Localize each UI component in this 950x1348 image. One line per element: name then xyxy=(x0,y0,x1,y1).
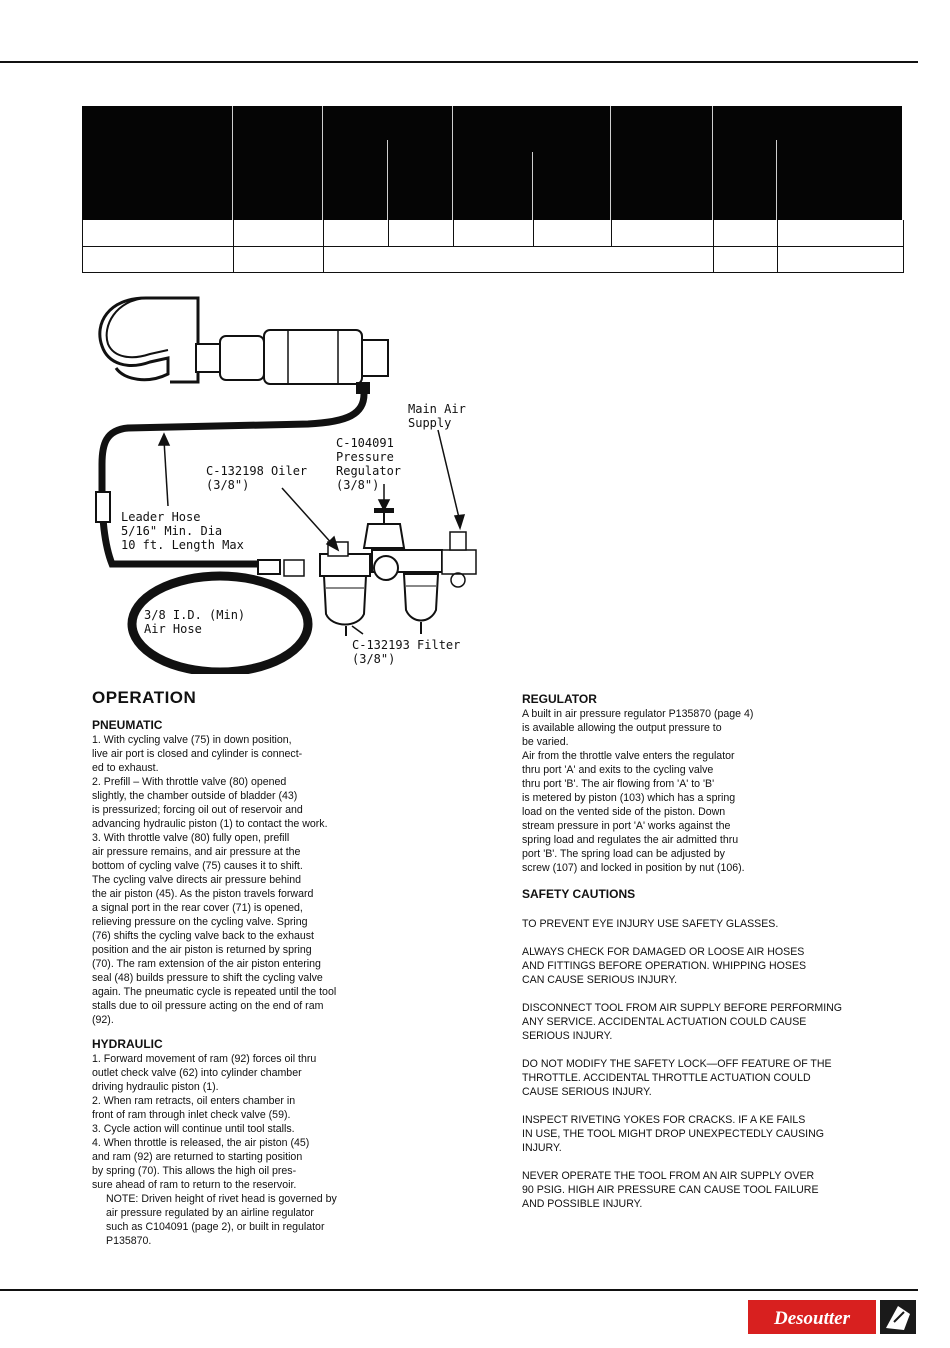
spec-table-header xyxy=(82,106,902,220)
spec-table-row-1 xyxy=(82,220,904,247)
text-line: position and the air piston is returned by spring xyxy=(92,944,312,956)
desoutter-logo xyxy=(748,1300,916,1334)
main-air-valve xyxy=(442,532,476,587)
pneumatic-title: PNEUMATIC xyxy=(92,718,163,732)
filter xyxy=(404,574,438,634)
text-line: such as C104091 (page 2), or built in regulator xyxy=(106,1221,325,1233)
text-line: screw (107) and locked in position by nut (106). xyxy=(522,862,745,874)
logo-wordmark: Desoutter xyxy=(774,1308,850,1329)
note-text xyxy=(92,1192,462,1248)
regulator-title: REGULATOR xyxy=(522,692,597,706)
pneumatic-text xyxy=(92,733,462,1027)
text-line: A built in air pressure regulator P135870 (page 4) xyxy=(522,708,754,720)
bottom-rule xyxy=(0,1289,918,1291)
text-line: air pressure remains, and air pressure at the xyxy=(92,846,301,858)
text-line: is available allowing the output pressure to xyxy=(522,722,722,734)
text-line: is metered by piston (103) which has a spring xyxy=(522,792,736,804)
label-air-hose: 3/8 I.D. (Min) Air Hose xyxy=(144,608,246,636)
text-line: 1. Forward movement of ram (92) forces oil thru xyxy=(92,1053,317,1065)
text-line: slightly, the chamber outside of bladder (43) xyxy=(92,790,298,802)
label-main-air-supply: Main Air Supply xyxy=(408,402,466,430)
safety-cautions xyxy=(522,917,912,1211)
text-line: 1. With cycling valve (75) in down position, xyxy=(92,734,292,746)
text-line: relieving pressure on the cycling valve. Spring xyxy=(92,916,308,928)
text-line: bottom of cycling valve (75) causes it to shift. xyxy=(92,860,303,872)
text-line: thru port 'B'. The air flowing from 'A' to 'B' xyxy=(522,778,715,790)
safety-title: SAFETY CAUTIONS xyxy=(522,887,636,901)
text-line: (70). The ram extension of the air piston entering xyxy=(92,958,321,970)
spec-table-row-2 xyxy=(82,247,904,273)
text-line: is pressurized; forcing oil out of reservoir and xyxy=(92,804,303,816)
text-line: port 'B'. The spring load can be adjusted by xyxy=(522,848,725,860)
safety-caution-item: INSPECT RIVETING YOKES FOR CRACKS. IF A KE FAILS IN USE, THE TOOL MIGHT DROP UNEXPECTEDLY CAUSING INJURY. xyxy=(522,1114,824,1154)
text-line: sure ahead of ram to return to the reservoir. xyxy=(92,1179,297,1191)
safety-caution-item: TO PREVENT EYE INJURY USE SAFETY GLASSES. xyxy=(522,918,779,930)
text-line: thru port 'A' and exits to the cycling valve xyxy=(522,764,714,776)
text-line: by spring (70). This allows the high oil pres- xyxy=(92,1165,297,1177)
text-line: advancing hydraulic piston (1) to contact the work. xyxy=(92,818,328,830)
text-line: live air port is closed and cylinder is connect- xyxy=(92,748,303,760)
operation-title: OPERATION xyxy=(92,688,197,707)
safety-caution-item: DISCONNECT TOOL FROM AIR SUPPLY BEFORE PERFORMING ANY SERVICE. ACCIDENTAL ACTUATION COULD CAUSE SERIOUS INJURY. xyxy=(522,1002,843,1042)
installation-diagram xyxy=(88,284,488,674)
text-line: P135870. xyxy=(106,1235,152,1247)
text-line: (76) shifts the cycling valve back to the exhaust xyxy=(92,930,314,942)
hydraulic-title: HYDRAULIC xyxy=(92,1037,163,1051)
label-pressure-regulator: C-104091 Pressure Regulator (3/8") xyxy=(336,436,402,492)
text-line: driving hydraulic piston (1). xyxy=(92,1081,219,1093)
text-line: (92). xyxy=(92,1014,114,1026)
text-line: 4. When throttle is released, the air piston (45) xyxy=(92,1137,310,1149)
text-line: front of ram through inlet check valve (59). xyxy=(92,1109,291,1121)
label-oiler: C-132198 Oiler (3/8") xyxy=(206,464,308,492)
spec-table xyxy=(82,106,902,273)
text-line: 2. When ram retracts, oil enters chamber in xyxy=(92,1095,296,1107)
text-line: 2. Prefill – With throttle valve (80) opened xyxy=(92,776,287,788)
text-line: Air from the throttle valve enters the regulator xyxy=(522,750,735,762)
regulator-section xyxy=(522,692,912,1225)
text-line: the air piston (45). As the piston travels forward xyxy=(92,888,314,900)
text-line: stream pressure in port 'A' works against the xyxy=(522,820,731,832)
text-line: 3. Cycle action will continue until tool stalls. xyxy=(92,1123,295,1135)
safety-caution-item: DO NOT MODIFY THE SAFETY LOCK—OFF FEATURE OF THE THROTTLE. ACCIDENTAL THROTTLE ACTUATION COULD CAUSE SERIOUS INJURY. xyxy=(522,1058,832,1098)
text-line: load on the vented side of the piston. Down xyxy=(522,806,726,818)
hydraulic-text xyxy=(92,1052,462,1192)
text-line: 3. With throttle valve (80) fully open, prefill xyxy=(92,832,290,844)
operation-section xyxy=(92,688,462,1248)
riveter-tool-body xyxy=(196,330,388,394)
label-filter: C-132193 Filter (3/8") xyxy=(352,638,461,666)
safety-caution-item: NEVER OPERATE THE TOOL FROM AN AIR SUPPLY OVER 90 PSIG. HIGH AIR PRESSURE CAN CAUSE TOOL FAILURE AND POSSIBLE INJURY. xyxy=(522,1170,819,1210)
text-line: NOTE: Driven height of rivet head is governed by xyxy=(106,1193,337,1205)
safety-caution-item: ALWAYS CHECK FOR DAMAGED OR LOOSE AIR HOSES AND FITTINGS BEFORE OPERATION. WHIPPING HOSES CAN CAUSE SERIOUS INJURY. xyxy=(522,946,807,986)
text-line: air pressure regulated by an airline regulator xyxy=(106,1207,314,1219)
top-rule xyxy=(0,61,918,63)
text-line: be varied. xyxy=(522,736,569,748)
text-line: stalls due to oil pressure acting on the end of ram xyxy=(92,1000,324,1012)
oiler xyxy=(320,542,370,636)
text-line: again. The pneumatic cycle is repeated until the tool xyxy=(92,986,337,998)
text-line: spring load and regulates the air admitted thru xyxy=(522,834,739,846)
text-line: and ram (92) are returned to starting position xyxy=(92,1151,303,1163)
text-line: ed to exhaust. xyxy=(92,762,159,774)
text-line: outlet check valve (62) into cylinder chamber xyxy=(92,1067,302,1079)
text-line: The cycling valve directs air pressure behind xyxy=(92,874,302,886)
text-line: a signal port in the rear cover (71) is opened, xyxy=(92,902,303,914)
riveter-yoke xyxy=(100,298,198,382)
pressure-regulator xyxy=(364,508,442,580)
label-leader-hose: Leader Hose 5/16" Min. Dia 10 ft. Length Max xyxy=(121,510,244,552)
regulator-text xyxy=(522,707,912,875)
text-line: seal (48) builds pressure to shift the cycling valve xyxy=(92,972,323,984)
